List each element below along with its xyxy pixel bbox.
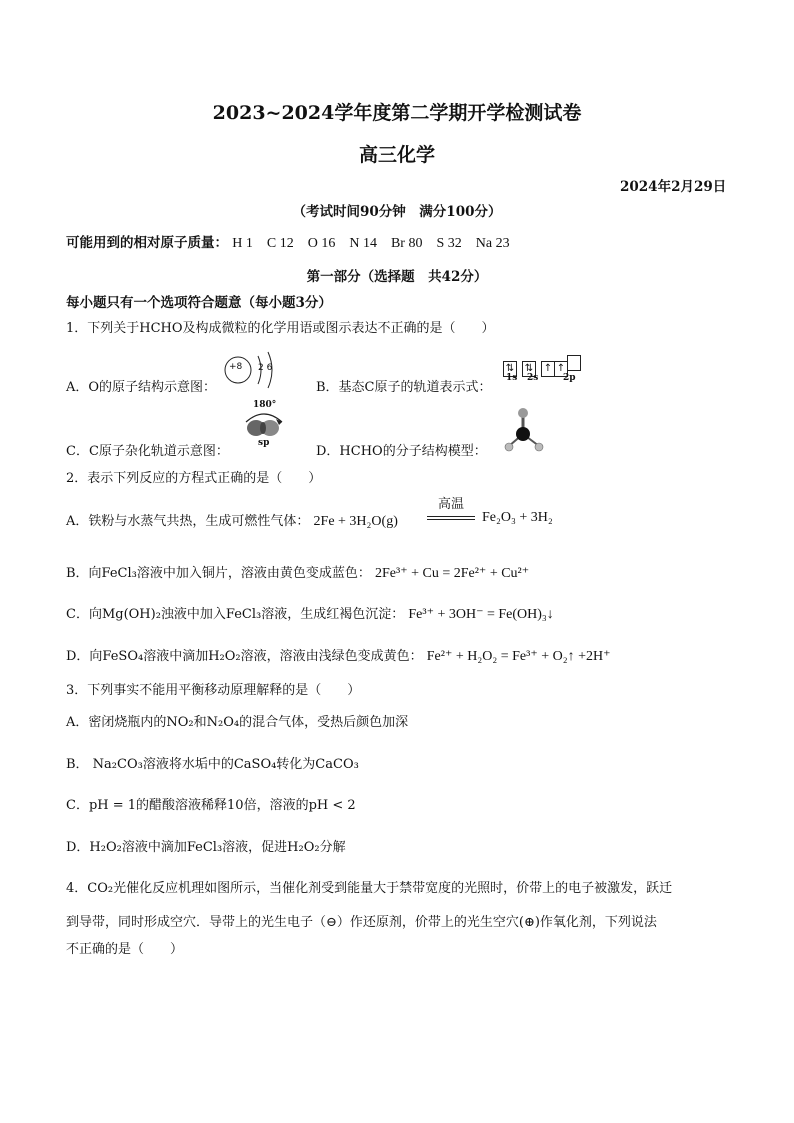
q2-b-text: B．向FeCl₃溶液中加入铜片，溶液由黄色变成蓝色：: [66, 566, 371, 581]
label-2s: 2s: [527, 373, 539, 383]
sp-label: sp: [258, 438, 270, 448]
q2-b-eq: 2Fe³⁺ + Cu = 2Fe²⁺ + Cu²⁺: [375, 566, 530, 581]
q4-line1: 4．CO₂光催化反应机理如图所示，当催化剂受到能量大于禁带宽度的光照时，价带上的电子被激发，跃迁: [66, 881, 673, 896]
q2-d-text: D．向FeSO₄溶液中滴加H₂O₂溶液，溶液由浅绿色变成黄色：: [66, 649, 423, 664]
part1-instruction: 每小题只有一个选项符合题意（每小题3分）: [66, 295, 332, 311]
q2-a-eq-right: Fe₂O₃ + 3H₂: [482, 510, 553, 525]
angle-label: 180°: [253, 400, 277, 410]
orbital-2p-2: ↑: [554, 361, 568, 377]
q2-a-eq-left: 2Fe + 3H₂O(g): [313, 514, 398, 529]
exam-title: 2023~2024学年度第二学期开学检测试卷: [212, 102, 582, 124]
orbital-2s: ⇅: [522, 361, 536, 377]
q3-stem: 3．下列事实不能用平衡移动原理解释的是（ ）: [66, 683, 361, 698]
q1-option-d: D．HCHO的分子结构模型：: [316, 444, 487, 459]
q2-option-d: [66, 645, 611, 665]
q4-line2: 到导带，同时形成空穴．导带上的光生电子（⊖）作还原剂，价带上的光生空穴(⊕)作氧化剂，下列说法: [66, 915, 657, 930]
q3-option-a: A．密闭烧瓶内的NO₂和N₂O₄的混合气体，受热后颜色加深: [66, 715, 409, 730]
exam-info: （考试时间90分钟 满分100分）: [292, 204, 502, 220]
q2-stem: 2．表示下列反应的方程式正确的是（ ）: [66, 471, 322, 486]
q2-c-text: C．向Mg(OH)₂浊液中加入FeCl₃溶液，生成红褐色沉淀：: [66, 607, 405, 622]
label-1s: 1s: [506, 373, 518, 383]
q2-c-eq: Fe³⁺ + 3OH⁻ = Fe(OH)₃↓: [408, 607, 554, 622]
q2-a-condition: [427, 493, 475, 520]
q2-a-text: A．铁粉与水蒸气共热，生成可燃性气体：: [66, 514, 310, 529]
q1-option-a: A．O的原子结构示意图：: [66, 380, 217, 395]
q3-option-b: B． Na₂CO₃溶液将水垢中的CaSO₄转化为CaCO₃: [66, 757, 359, 772]
q4-line3: 不正确的是（ ）: [66, 942, 184, 957]
q2-option-b: [66, 562, 529, 582]
oxygen-atom-diagram: [222, 348, 284, 392]
q2-d-eq: Fe²⁺ + H₂O₂ = Fe³⁺ + O₂↑ +2H⁺: [426, 649, 611, 664]
q1-stem: 1．下列关于HCHO及构成微粒的化学用语或图示表达不正确的是（ ）: [66, 321, 495, 336]
nucleus-label: +8: [229, 362, 243, 372]
q2-option-c: [66, 603, 554, 623]
exam-date: 2024年2月29日: [620, 179, 727, 195]
condition-label: 高温: [437, 497, 464, 512]
q3-option-c: C．pH = 1的醋酸溶液稀释10倍，溶液的pH < 2: [66, 798, 356, 813]
q1-option-b: B．基态C原子的轨道表示式：: [316, 380, 492, 395]
hcho-ball-stick-model: [503, 406, 547, 454]
shell-label: 2 6: [258, 363, 273, 373]
orbital-1s: ⇅: [503, 361, 517, 377]
sp-hybrid-orbital-diagram: [238, 402, 290, 452]
atomic-mass-label: 可能用到的相对原子质量：: [66, 235, 228, 251]
subject-title: 高三化学: [358, 144, 435, 166]
orbital-2p-3: [567, 355, 581, 371]
q3-option-d: D．H₂O₂溶液中滴加FeCl₃溶液，促进H₂O₂分解: [66, 840, 346, 855]
q1-option-c: C．C原子杂化轨道示意图：: [66, 444, 229, 459]
label-2p: 2p: [563, 373, 576, 383]
orbital-2p-1: ↑: [541, 361, 555, 377]
atomic-mass-row: [66, 231, 510, 252]
q2-option-a: [66, 510, 398, 530]
part1-heading: 第一部分（选择题 共42分）: [306, 269, 488, 285]
atomic-mass-values: H 1 C 12 O 16 N 14 Br 80 S 32 Na 23: [232, 236, 510, 251]
